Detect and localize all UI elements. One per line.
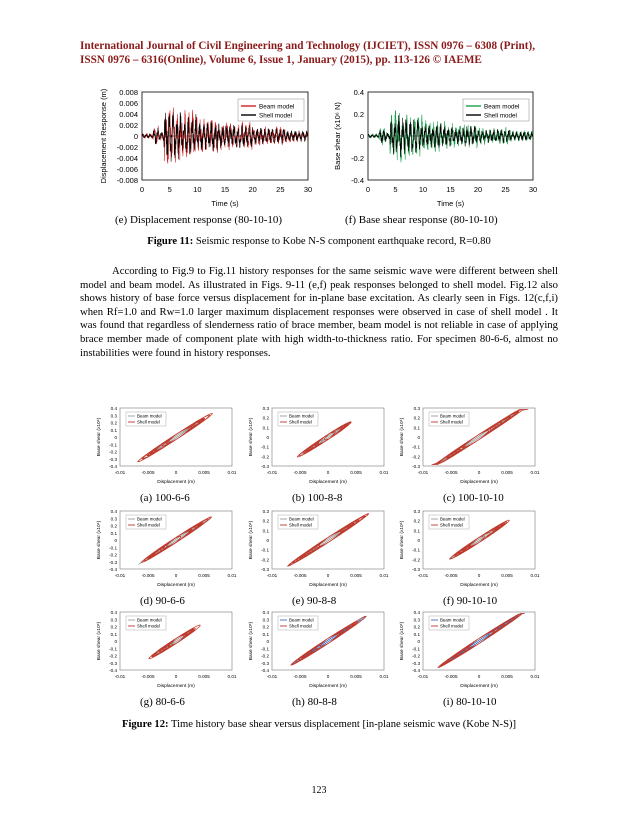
y-tick-label: -0.3 (109, 559, 117, 565)
y-axis-label: Base shear (x10⁶) (400, 520, 405, 560)
x-tick-label: -0.01 (417, 573, 429, 578)
x-tick-label: -0.005 (444, 470, 458, 475)
y-tick-label: 0.3 (413, 509, 420, 514)
y-tick-label: 0.2 (110, 420, 117, 426)
panel-caption: (d) 90-6-6 (140, 595, 185, 607)
y-tick-label: 0.1 (413, 631, 420, 637)
x-tick-label: -0.005 (141, 470, 155, 475)
x-tick-label: 25 (501, 185, 510, 194)
x-axis-label: Displacement (m) (460, 480, 498, 485)
y-tick-label: -0.4 (261, 668, 269, 673)
x-axis-label: Displacement (m) (460, 684, 498, 689)
x-tick-label: 0.005 (350, 470, 362, 475)
header-line-1: International Journal of Civil Engineering and Technology (IJCIET), ISSN 0976 – 6308 (Print), (80, 40, 536, 52)
y-tick-label: -0.2 (109, 449, 117, 455)
y-tick-label: 0.3 (110, 516, 117, 522)
x-tick-label: -0.005 (444, 674, 458, 679)
y-tick-label: 0.2 (413, 624, 420, 630)
y-axis-label: Base shear (x10⁶) (249, 520, 254, 560)
y-tick-label: -0.2 (351, 154, 364, 163)
x-tick-label: -0.005 (293, 674, 307, 679)
y-tick-label: 0.3 (262, 509, 269, 514)
y-tick-label: -0.1 (109, 646, 117, 652)
y-tick-label: -0.3 (261, 567, 269, 572)
y-tick-label: 0.1 (413, 528, 420, 534)
x-tick-label: 0.01 (227, 470, 237, 475)
y-axis-label: Base shear (x10⁶) (97, 417, 102, 457)
x-axis-label: Displacement (m) (309, 684, 347, 689)
legend-entry: Shell model (137, 419, 160, 425)
y-tick-label: 0 (266, 538, 269, 543)
x-tick-label: 0.005 (501, 470, 513, 475)
y-tick-label: -0.008 (116, 176, 138, 185)
panel-caption: (c) 100-10-10 (443, 492, 504, 504)
y-tick-label: 0.4 (413, 610, 420, 615)
panel-caption: (b) 100-8-8 (292, 492, 343, 504)
x-tick-label: 0 (326, 674, 330, 679)
x-tick-label: 0 (174, 573, 178, 578)
x-tick-label: 0.01 (530, 470, 540, 475)
x-tick-label: 30 (303, 185, 313, 194)
body-paragraph (80, 265, 558, 360)
x-tick-label: 15 (446, 185, 455, 194)
y-tick-label: -0.1 (109, 545, 117, 551)
y-tick-label: 0.3 (110, 413, 117, 419)
legend-entry: Shell model (259, 112, 292, 120)
y-tick-label: -0.3 (261, 464, 269, 469)
x-tick-label: 0 (174, 470, 178, 475)
x-tick-label: -0.01 (417, 470, 429, 475)
y-tick-label: 0 (417, 639, 420, 644)
hysteresis-panel (244, 508, 389, 592)
y-tick-label: 0 (114, 538, 117, 543)
y-tick-label: 0.2 (353, 110, 364, 119)
panel-caption: (f) 90-10-10 (443, 595, 498, 607)
x-axis-label: Displacement (m) (309, 480, 347, 485)
y-tick-label: 0 (359, 132, 364, 141)
chart-base-shear-response (328, 86, 543, 211)
legend-entry: Shell model (289, 623, 312, 629)
y-tick-label: 0.4 (110, 406, 117, 411)
legend-entry: Beam model (440, 413, 465, 419)
x-tick-label: 0.01 (530, 573, 540, 578)
figure-12-caption (0, 719, 638, 730)
y-tick-label: -0.004 (116, 154, 138, 163)
y-axis-label: Base shear (x10⁶) (97, 520, 102, 560)
panel-caption: (a) 100-6-6 (140, 492, 190, 504)
y-tick-label: 0.1 (262, 425, 269, 431)
x-tick-label: 0 (326, 470, 330, 475)
x-tick-label: -0.01 (266, 470, 278, 475)
y-tick-label: 0.008 (119, 88, 138, 97)
y-tick-label: -0.1 (412, 444, 420, 450)
y-axis-label: Base shear (x10⁶) (400, 417, 405, 457)
y-tick-label: 0.3 (262, 406, 269, 411)
y-tick-label: -0.4 (109, 464, 117, 469)
y-tick-label: 0.4 (262, 610, 269, 615)
y-tick-label: 0.1 (110, 427, 117, 433)
y-tick-label: 0.002 (119, 121, 138, 130)
x-axis-label: Time (s) (436, 199, 465, 208)
y-tick-label: 0 (114, 639, 117, 644)
panel-caption: (e) 90-8-8 (292, 595, 337, 607)
page-number: 123 (311, 785, 327, 796)
x-tick-label: 0.01 (379, 674, 389, 679)
x-tick-label: 0 (477, 573, 481, 578)
x-tick-label: 15 (220, 185, 230, 194)
y-tick-label: -0.2 (109, 552, 117, 558)
x-tick-label: -0.01 (114, 573, 126, 578)
subcaption-e: (e) Displacement response (80-10-10) (115, 214, 283, 226)
legend-entry: Beam model (137, 516, 162, 522)
x-tick-label: 0 (139, 185, 145, 194)
y-tick-label: -0.2 (109, 653, 117, 659)
x-tick-label: 20 (473, 185, 483, 194)
x-tick-label: 5 (167, 185, 172, 194)
hysteresis-panel (244, 609, 389, 693)
y-tick-label: -0.1 (109, 442, 117, 448)
y-tick-label: -0.2 (412, 454, 420, 460)
y-tick-label: -0.2 (412, 557, 420, 563)
y-tick-label: 0.2 (110, 523, 117, 529)
y-tick-label: 0 (266, 435, 269, 440)
panel-caption: (g) 80-6-6 (140, 696, 185, 708)
y-tick-label: -0.3 (109, 456, 117, 462)
x-tick-label: 5 (393, 185, 398, 194)
y-axis-label: Base shear (x10⁶) (249, 417, 254, 457)
x-tick-label: 10 (193, 185, 202, 194)
y-tick-label: -0.3 (412, 660, 420, 666)
y-tick-label: 0 (133, 132, 138, 141)
y-tick-label: 0 (417, 435, 420, 440)
y-tick-label: -0.1 (261, 547, 269, 553)
y-tick-label: -0.002 (116, 143, 138, 152)
x-tick-label: -0.005 (141, 573, 155, 578)
y-tick-label: -0.3 (109, 660, 117, 666)
x-tick-label: 10 (418, 185, 428, 194)
paragraph-text: According to Fig.9 to Fig.11 history responses for the same seismic wave were different between shell model and beam model. As illustrated in Figs. 9-11 (e,f) peak responses belonged to shell model. Fig.12 also shows history of base force versus displacement for in-plane base excitation. As clearly seen in Figs. 12(c,f,i) when Rf=1.0 and Rw=1.0 larger maximum displacement responses were observed in case of shell model . It was found that regardless of slenderness ratio of brace member, beam model is not reliable in case of applying brace member made of component plate with high width-to-thickness ratio. For specimen 80-6-6, almost no instabilities were found in history responses. (80, 265, 558, 359)
y-axis-label: Displacement Response (m) (99, 88, 108, 184)
y-tick-label: -0.4 (109, 668, 117, 673)
legend-entry: Beam model (440, 617, 465, 623)
y-tick-label: 0.4 (110, 509, 117, 514)
legend-entry: Beam model (259, 103, 295, 111)
hysteresis-panel (395, 405, 540, 489)
chart-displacement-response (92, 86, 317, 211)
x-tick-label: 0.005 (350, 573, 362, 578)
y-axis-label: Base shear (x10⁶) (97, 621, 102, 661)
x-axis-label: Displacement (m) (157, 480, 195, 485)
journal-header (80, 39, 560, 67)
legend-entry: Beam model (137, 617, 162, 623)
x-tick-label: 25 (276, 185, 285, 194)
x-axis-label: Displacement (m) (157, 684, 195, 689)
y-tick-label: 0.2 (262, 415, 269, 421)
y-tick-label: 0.2 (262, 518, 269, 524)
x-axis-label: Displacement (m) (309, 583, 347, 588)
y-axis-label: Base shear (x10⁶ N) (333, 102, 342, 170)
x-tick-label: 0.01 (379, 470, 389, 475)
legend-entry: Beam model (289, 413, 314, 419)
figure-11-caption (0, 236, 638, 247)
y-tick-label: -0.006 (116, 165, 138, 174)
x-tick-label: -0.005 (141, 674, 155, 679)
x-tick-label: -0.01 (114, 470, 126, 475)
y-tick-label: -0.4 (351, 176, 364, 185)
x-tick-label: 0.01 (227, 674, 237, 679)
y-tick-label: -0.1 (412, 646, 420, 652)
legend-entry: Shell model (137, 623, 160, 629)
y-tick-label: 0.1 (110, 530, 117, 536)
x-tick-label: -0.01 (417, 674, 429, 679)
y-axis-label: Base shear (x10⁶) (249, 621, 254, 661)
y-tick-label: 0.2 (110, 624, 117, 630)
legend-entry: Shell model (484, 112, 517, 120)
x-tick-label: -0.005 (293, 573, 307, 578)
y-tick-label: 0.4 (353, 88, 364, 97)
y-tick-label: -0.4 (109, 567, 117, 572)
legend-entry: Beam model (289, 617, 314, 623)
legend-entry: Beam model (137, 413, 162, 419)
x-tick-label: 0.005 (501, 573, 513, 578)
legend-entry: Shell model (289, 419, 312, 425)
x-tick-label: 20 (248, 185, 257, 194)
legend-entry: Shell model (289, 522, 312, 528)
y-tick-label: 0.1 (262, 631, 269, 637)
y-tick-label: 0.1 (110, 631, 117, 637)
y-tick-label: 0.1 (262, 528, 269, 534)
x-tick-label: -0.005 (444, 573, 458, 578)
x-tick-label: 0 (326, 573, 330, 578)
hysteresis-panel (395, 609, 540, 693)
legend-entry: Beam model (484, 103, 520, 111)
x-axis-label: Time (s) (211, 199, 239, 208)
y-tick-label: 0.3 (262, 617, 269, 623)
y-tick-label: -0.3 (261, 660, 269, 666)
x-tick-label: 30 (528, 185, 538, 194)
legend-entry: Shell model (137, 522, 160, 528)
x-tick-label: 0 (477, 470, 481, 475)
x-tick-label: 0.01 (530, 674, 540, 679)
y-tick-label: 0.2 (413, 415, 420, 421)
legend-entry: Shell model (440, 419, 463, 425)
legend-entry: Shell model (440, 623, 463, 629)
y-tick-label: -0.1 (261, 646, 269, 652)
hysteresis-panel (395, 508, 540, 592)
y-tick-label: 0 (114, 435, 117, 440)
y-tick-label: -0.1 (261, 444, 269, 450)
x-tick-label: 0.005 (198, 674, 210, 679)
x-tick-label: 0.005 (501, 674, 513, 679)
y-tick-label: -0.1 (412, 547, 420, 553)
legend-entry: Beam model (289, 516, 314, 522)
y-tick-label: -0.3 (412, 464, 420, 469)
figure-11-label: Figure 11: (147, 236, 194, 247)
panel-caption: (i) 80-10-10 (443, 696, 497, 708)
x-tick-label: 0.01 (379, 573, 389, 578)
y-tick-label: 0.2 (413, 518, 420, 524)
x-axis-label: Displacement (m) (460, 583, 498, 588)
header-line-2: ISSN 0976 – 6316(Online), Volume 6, Issue 1, January (2015), pp. 113-126 © IAEME (80, 54, 482, 66)
legend-entry: Beam model (440, 516, 465, 522)
figure-11-text: Seismic response to Kobe N-S component earthquake record, R=0.80 (193, 236, 491, 247)
y-tick-label: -0.2 (261, 557, 269, 563)
y-tick-label: -0.3 (412, 567, 420, 572)
x-tick-label: -0.005 (293, 470, 307, 475)
y-tick-label: -0.4 (412, 668, 420, 673)
x-tick-label: -0.01 (266, 674, 278, 679)
y-tick-label: -0.2 (412, 653, 420, 659)
y-tick-label: 0.2 (262, 624, 269, 630)
hysteresis-panel (92, 405, 237, 489)
x-tick-label: -0.01 (266, 573, 278, 578)
y-tick-label: 0.3 (413, 406, 420, 411)
y-tick-label: 0.4 (110, 610, 117, 615)
y-tick-label: 0 (266, 639, 269, 644)
x-tick-label: 0.005 (198, 573, 210, 578)
x-tick-label: 0.005 (198, 470, 210, 475)
legend-entry: Shell model (440, 522, 463, 528)
y-tick-label: 0.006 (119, 99, 138, 108)
x-tick-label: 0.01 (227, 573, 237, 578)
x-tick-label: 0 (365, 185, 371, 194)
x-tick-label: 0.005 (350, 674, 362, 679)
y-tick-label: 0.004 (119, 110, 138, 119)
panel-caption: (h) 80-8-8 (292, 696, 337, 708)
hysteresis-panel (244, 405, 389, 489)
hysteresis-panel (92, 609, 237, 693)
x-axis-label: Displacement (m) (157, 583, 195, 588)
y-tick-label: 0 (417, 538, 420, 543)
x-tick-label: 0 (477, 674, 481, 679)
y-tick-label: 0.1 (413, 425, 420, 431)
x-tick-label: 0 (174, 674, 178, 679)
figure-12-text: Time history base shear versus displacement [in-plane seismic wave (Kobe N-S)] (168, 719, 517, 730)
y-tick-label: 0.3 (413, 617, 420, 623)
subcaption-f: (f) Base shear response (80-10-10) (345, 214, 498, 226)
figure-12-label: Figure 12: (121, 719, 169, 730)
y-axis-label: Base shear (x10⁶) (400, 621, 405, 661)
hysteresis-panel (92, 508, 237, 592)
x-tick-label: -0.01 (114, 674, 126, 679)
y-tick-label: -0.2 (261, 454, 269, 460)
y-tick-label: -0.2 (261, 653, 269, 659)
y-tick-label: 0.3 (110, 617, 117, 623)
